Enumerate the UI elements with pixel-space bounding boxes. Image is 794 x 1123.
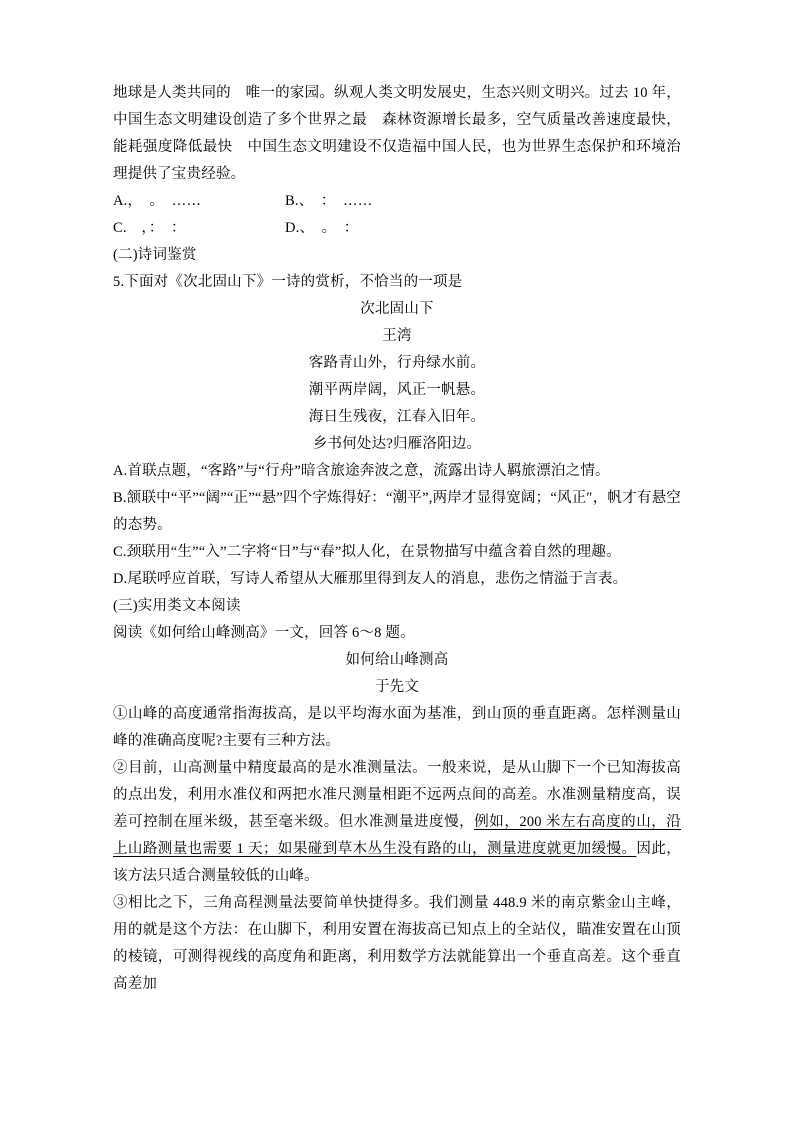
question-5: 5.下面对《次北固山下》一诗的赏析，不恰当的一项是 bbox=[113, 274, 463, 290]
reading-instruction: 阅读《如何给山峰测高》一文，回答 6～8 题。 bbox=[113, 625, 415, 641]
poem-option-a: A.首联点题，“客路”与“行舟”暗含旅途奔波之意，流露出诗人羁旅漂泊之情。 bbox=[113, 463, 610, 479]
poem-line: 客路青山外，行舟绿水前。 bbox=[308, 355, 486, 371]
paragraph-2-tail: 因此，该方法只适合测量较低的山峰。 bbox=[113, 841, 681, 884]
punctuation-option-b: B.、 ： …… bbox=[285, 193, 373, 209]
punctuation-option-c: C. ，： ： bbox=[113, 220, 186, 236]
article-paragraph-1: ①山峰的高度通常指海拔高，是以平均海水面为基准，到山顶的垂直距离。怎样测量山峰的准确高度呢?主要有三种方法。 bbox=[113, 706, 681, 749]
article-paragraph-2 bbox=[113, 755, 681, 890]
poem-option-c: C.颈联用“生”“入”二字将“日”与“春”拟人化，在景物描写中蕴含着自然的理趣。 bbox=[113, 544, 621, 560]
intro-paragraph: 地球是人类共同的 唯一的家园。纵观人类文明发展史，生态兴则文明兴。过去 10 年，中国生态文明建设创造了多个世界之最 森林资源增长最多，空气质量改善速度最快，能耗强度降低最快 中国生态文明建设不仅造福中国人民，也为世界生态保护和环境治理提供了宝贵经验。 bbox=[113, 85, 681, 182]
poem-author: 王湾 bbox=[382, 328, 412, 344]
poem-option-b: B.颔联中“平”“阔”“正”“悬”四个字炼得好：“潮平”,两岸才显得宽阔；“风正″，帆才有悬空的态势。 bbox=[113, 490, 681, 533]
poem-line: 海日生残夜，江春入旧年。 bbox=[308, 409, 486, 425]
punctuation-option-a: A.， 。 …… bbox=[113, 193, 202, 209]
punctuation-option-row-2 bbox=[113, 215, 681, 242]
paragraph-2-underlined-example: 例如，200 米左右高度的山，沿上山路测量也需要 1 天；如果碰到草木丛生没有路的山，测量进度就更加缓慢。 bbox=[113, 814, 681, 857]
section-heading-poetry: (二)诗词鉴赏 bbox=[113, 247, 197, 263]
punctuation-option-row-1 bbox=[113, 188, 681, 215]
poem-title: 次北固山下 bbox=[360, 301, 434, 317]
section-heading-reading: (三)实用类文本阅读 bbox=[113, 598, 241, 614]
poem-line: 潮平两岸阔，风正一帆悬。 bbox=[308, 382, 486, 398]
paragraph-2-lead: ②目前，山高测量中精度最高的是水准测量法。一般来说，是从山脚下一个已知海拔高的点出发，利用水准仪和两把水准尺测量相距不远两点间的高差。水准测量精度高，误差可控制在厘米级，甚至毫米级。但水准测量进度慢， bbox=[113, 760, 681, 830]
article-title: 如何给山峰测高 bbox=[345, 652, 449, 668]
article-paragraph-3: ③相比之下，三角高程测量法要简单快捷得多。我们测量 448.9 米的南京紫金山主峰，用的就是这个方法：在山脚下，利用安置在海拔高已知点上的全站仪，瞄准安置在山顶的棱镜，可测得视线的高度角和距离，利用数学方法就能算出一个垂直高差。这个垂直高差加 bbox=[113, 895, 681, 992]
poem-option-d: D.尾联呼应首联，写诗人希望从大雁那里得到友人的消息，悲伤之情溢于言表。 bbox=[113, 571, 628, 587]
punctuation-option-d: D.、 。 ： bbox=[285, 220, 359, 236]
poem-line: 乡书何处达?归雁洛阳边。 bbox=[312, 436, 482, 452]
article-author: 于先文 bbox=[374, 679, 420, 695]
